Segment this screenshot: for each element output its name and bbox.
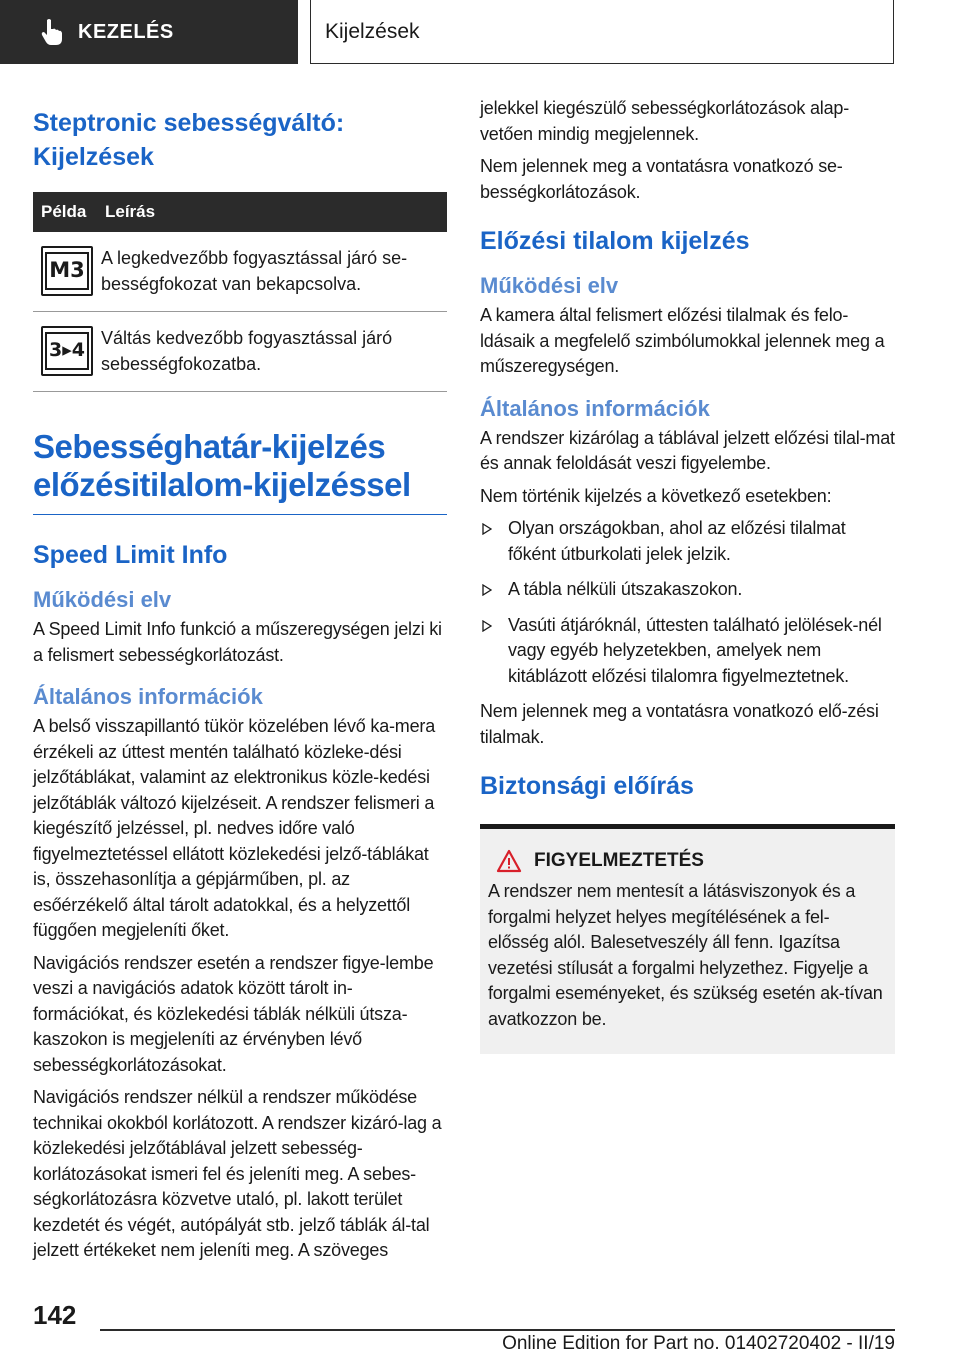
gear-m3-label: M3 xyxy=(45,252,89,290)
speed-limit-section-heading: Sebességhatár-kijelzés előzésitilalom-kijelzéssel xyxy=(33,428,411,503)
paragraph: Navigációs rendszer nélkül a rendszer működése technikai okokból korlátozott. A rendszer kizáró-lag a közlekedési jelzőtáblával jelzett sebesség-korlátozásokat ismeri fel és jeleníti meg. A sebes-ségkorlátozásra közvetve utaló, pl. lakott terület kezdetét és végét, autópályát stb. jelző táblák ál-tal jelzett értékeket nem jeleníti meg. A szöveges xyxy=(33,1087,442,1260)
warning-triangle-icon xyxy=(496,849,522,873)
bullet-list xyxy=(480,516,895,689)
paragraph: A kamera által felismert előzési tilalmak és felo-ldásaik a megfelelő szimbólumokkal jelennek meg a műszeregységen. xyxy=(480,305,885,376)
header-chapter-label: Kijelzések xyxy=(325,19,420,43)
paragraph: Navigációs rendszer esetén a rendszer figye-lembe veszi a navigációs adatok között tárolt in-formációkat, és közlekedési táblák nélküli útsza-kaszokon is megjeleníti az érvényben lévő sebességkorlátozásokat. xyxy=(33,952,434,1075)
shift-3-to-4-icon xyxy=(41,326,93,376)
list-item: A tábla nélküli útszakaszokon. xyxy=(480,577,895,603)
warning-text: A rendszer nem mentesít a látásviszonyok és a forgalmi helyzet helyes megítélésének a fel-elősség alól. Balesetveszély áll fenn. Igazítsa vezetési stílusát a forgalmi helyzethez. Figyelje a forgalmi eseményeket, és szükség esetén ak-tívan avatkozzon be. xyxy=(488,881,883,1029)
paragraph: A belső visszapillantó tükör közelében lévő ka-mera érzékeli az úttest mentén található közleke-dési jelzőtáblákat, valamint az elektronikus közle-kedési jelzőtáblák változó kijelzéseit. A rendszer felismeri a kiegészítő jelzéssel, pl. nedves időre való figyelmeztetéssel ellátott közlekedési jelző-táblákat is, összehasonlítja a gépjárműben, pl. az esőérzékelő által tárolt adatokkal, és a helyzettől függően megjeleníti őket. xyxy=(33,716,436,940)
table-row xyxy=(33,312,447,392)
speed-limit-info-heading: Speed Limit Info xyxy=(33,541,228,569)
left-column xyxy=(33,88,447,1271)
table-cell-description: Váltás kedvezőbb fogyasztással járó sebességfokozatba. xyxy=(101,312,447,392)
hand-pointer-icon xyxy=(40,18,64,46)
biztonsagi-eloiras-heading: Biztonsági előírás xyxy=(480,772,694,800)
paragraph: Nem jelennek meg a vontatásra vonatkozó se-bességkorlátozások. xyxy=(480,156,843,202)
steptronic-heading: Steptronic sebességváltó: Kijelzések xyxy=(33,109,345,171)
table-cell-description: A legkedvezőbb fogyasztással járó se-bességfokozat van bekapcsolva. xyxy=(101,232,447,312)
table-header-row xyxy=(33,192,447,232)
warning-box xyxy=(480,824,895,1054)
speed-limit-section-heading-wrap xyxy=(33,428,447,515)
paragraph: A rendszer kizárólag a táblával jelzett előzési tilal-mat és annak feloldását veszi figyelembe. xyxy=(480,427,895,473)
shift-3-to-4-label: 3▸4 xyxy=(45,332,89,370)
triangle-bullet-icon xyxy=(482,620,492,632)
mukodesi-elv-text: A Speed Limit Info funkció a műszeregységen jelzi ki a felismert sebességkorlátozást. xyxy=(33,619,442,665)
warning-title xyxy=(488,849,885,873)
triangle-bullet-icon xyxy=(482,584,492,596)
footer-divider xyxy=(100,1329,895,1331)
footer-edition: Online Edition for Part no. 01402720402 - II/19 xyxy=(502,1333,895,1354)
list-item: Olyan országokban, ahol az előzési tilalmat főként útburkolati jelek jelzik. xyxy=(480,516,895,567)
header-section-label: KEZELÉS xyxy=(78,20,174,43)
paragraph: Nem jelennek meg a vontatásra vonatkozó elő-zési tilalmak. xyxy=(480,701,879,747)
header-chapter-tab xyxy=(310,0,894,64)
gear-m3-icon xyxy=(41,246,93,296)
gear-indicator-table xyxy=(33,192,447,392)
mukodesi-elv-heading: Működési elv xyxy=(480,273,619,298)
triangle-bullet-icon xyxy=(482,523,492,535)
paragraph: jelekkel kiegészülő sebességkorlátozások alap-vetően mindig megjelennek. xyxy=(480,98,850,144)
altalanos-info-heading: Általános információk xyxy=(480,395,710,421)
header-section-tab xyxy=(0,0,298,64)
warning-title-label: FIGYELMEZTETÉS xyxy=(534,850,704,871)
table-header-description: Leírás xyxy=(101,192,447,232)
list-item: Vasúti átjáróknál, úttesten található jelölések-nél vagy egyéb helyzetekben, amelyek nem kitáblázott előzési tilalomra figyelmeztetnek. xyxy=(480,613,895,690)
page-number: 142 xyxy=(33,1300,77,1330)
mukodesi-elv-heading: Működési elv xyxy=(33,587,172,612)
altalanos-info-heading: Általános információk xyxy=(33,684,263,709)
paragraph: Nem történik kijelzés a következő esetekben: xyxy=(480,485,832,506)
elozesi-tilalom-heading: Előzési tilalom kijelzés xyxy=(480,227,750,255)
table-row xyxy=(33,232,447,312)
table-header-example: Példa xyxy=(33,192,101,232)
right-column xyxy=(480,96,895,1054)
